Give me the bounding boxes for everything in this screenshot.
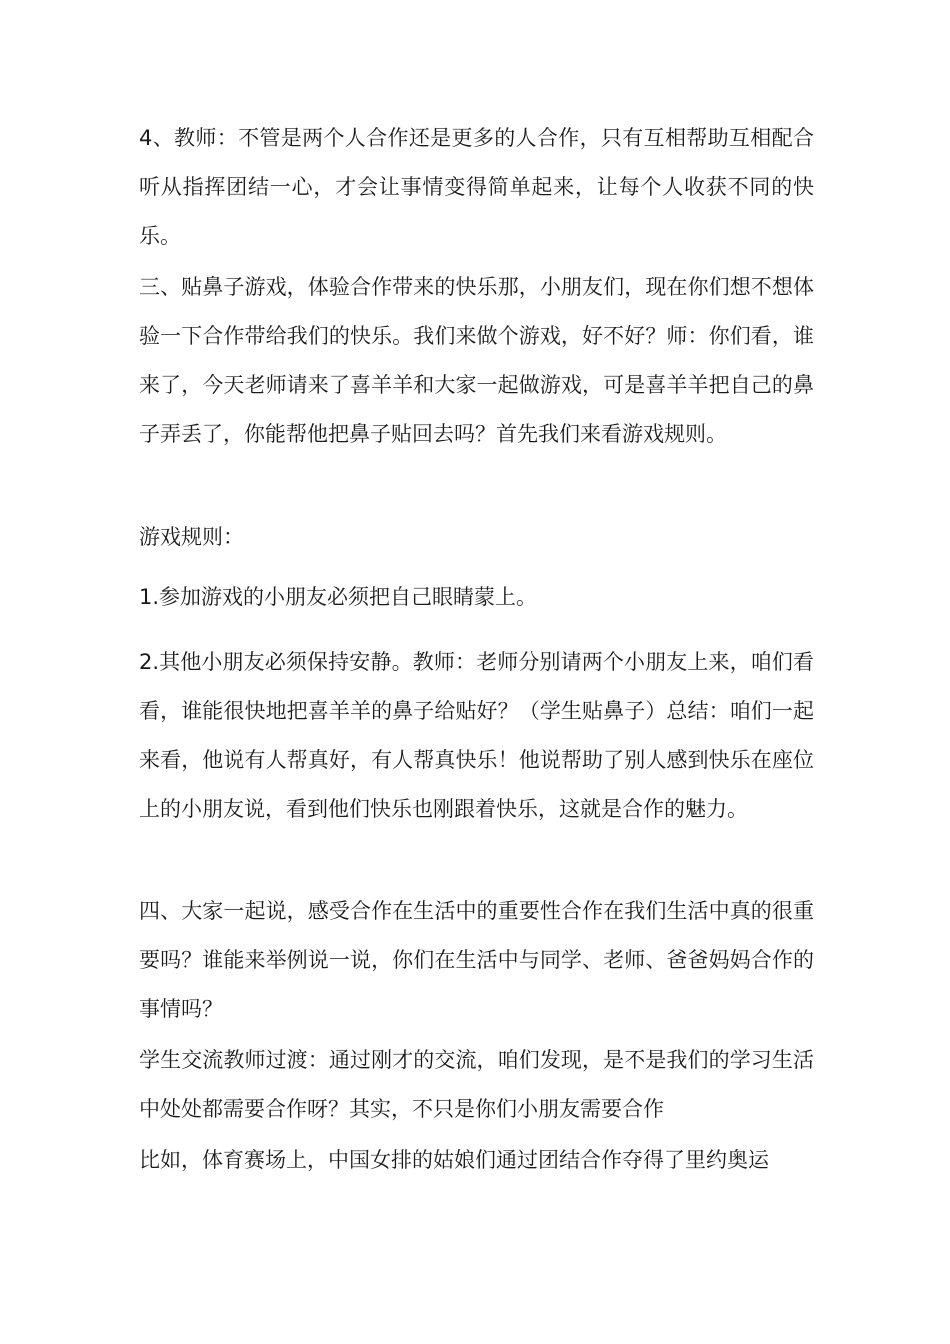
paragraph-example: 比如，体育赛场上，中国女排的姑娘们通过团结合作夺得了里约奥运 [139, 1148, 769, 1172]
paragraph-rule-one: 1.参加游戏的小朋友必须把自己眼睛蒙上。 [139, 585, 538, 609]
paragraph-game-rules-heading: 游戏规则： [139, 525, 244, 549]
paragraph-section-four: 四、大家一起说，感受合作在生活中的重要性合作在我们生活中真的很重要吗？谁能来举例说一说，你们在生活中与同学、老师、爸爸妈妈合作的事情吗？ [139, 899, 814, 1021]
paragraph-section-three: 三、贴鼻子游戏，体验合作带来的快乐那，小朋友们，现在你们想不想体验一下合作带给我们的快乐。我们来做个游戏，好不好？师：你们看，谁来了，今天老师请来了喜羊羊和大家一起做游戏，可是喜羊羊把自己的鼻子弄丢了，你能帮他把鼻子贴回去吗？首先我们来看游戏规则。 [139, 275, 814, 446]
paragraph-student-exchange: 学生交流教师过渡：通过刚才的交流，咱们发现，是不是我们的学习生活中处处都需要合作呀？其实，不只是你们小朋友需要合作 [139, 1048, 814, 1121]
paragraph-teacher-summary: 4、教师：不管是两个人合作还是更多的人合作，只有互相帮助互相配合听从指挥团结一心，才会让事情变得简单起来，让每个人收获不同的快乐。 [139, 126, 814, 248]
paragraph-rule-two: 2.其他小朋友必须保持安静。教师：老师分别请两个小朋友上来，咱们看看，谁能很快地把喜羊羊的鼻子给贴好？（学生贴鼻子）总结：咱们一起来看，他说有人帮真好，有人帮真快乐！他说帮助了别人感到快乐在座位上的小朋友说，看到他们快乐也刚跟着快乐，这就是合作的魅力。 [139, 650, 814, 821]
